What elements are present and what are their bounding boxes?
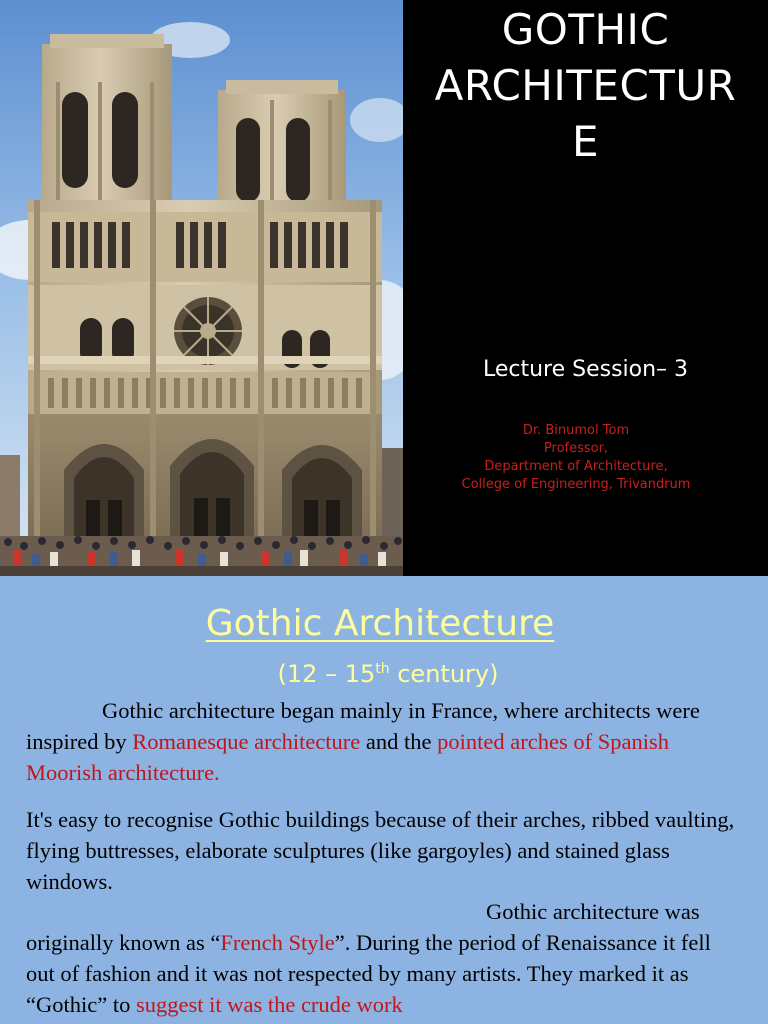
title-line-1: GOTHIC	[501, 5, 670, 54]
cathedral-photo	[0, 0, 403, 576]
century-suffix: century)	[389, 660, 499, 688]
para3-text-1: Gothic architecture was originally known as “	[26, 899, 700, 955]
title-line-3: E	[571, 117, 600, 166]
romanesque-highlight: Romanesque architecture	[132, 729, 361, 754]
author-name: Dr. Binumol Tom	[522, 423, 630, 438]
para1-text-1: Gothic architecture began mainly in France, where architects were inspired by	[26, 698, 700, 754]
crude-work-highlight: suggest it was the crude work	[135, 992, 403, 1017]
paragraph-naming	[26, 896, 738, 1020]
lecture-session-subtitle: Lecture Session– 3	[482, 357, 689, 382]
para1-text-2: and the	[360, 729, 438, 754]
author-institution: College of Engineering, Trivandrum	[461, 477, 691, 492]
moorish-arches-highlight: pointed arches of Spanish Moorish architecture.	[26, 729, 669, 785]
slide-title	[403, 0, 768, 170]
content-slide	[0, 576, 768, 1024]
author-block	[403, 422, 749, 494]
paragraph-features: It's easy to recognise Gothic buildings because of their arches, ribbed vaulting, flying buttresses, elaborate sculptures (like gargoyles) and stained glass windows.	[26, 807, 735, 894]
heading-text: Gothic Architecture	[205, 603, 555, 644]
century-subtitle	[0, 658, 768, 690]
author-title: Professor,	[543, 441, 609, 456]
author-department: Department of Architecture,	[484, 459, 668, 474]
century-superscript: th	[375, 661, 390, 677]
title-line-2: ARCHITECTUR	[434, 61, 737, 110]
french-style-highlight: French Style	[220, 930, 335, 955]
slide-heading	[0, 600, 760, 648]
century-prefix: (12 – 15	[277, 660, 376, 688]
para3-text-2: ”. During the period of Renaissance it fell out of fashion and it was not respected by many artists. They marked it as “Gothic” to	[26, 930, 711, 1017]
paragraph-origins	[26, 695, 738, 788]
